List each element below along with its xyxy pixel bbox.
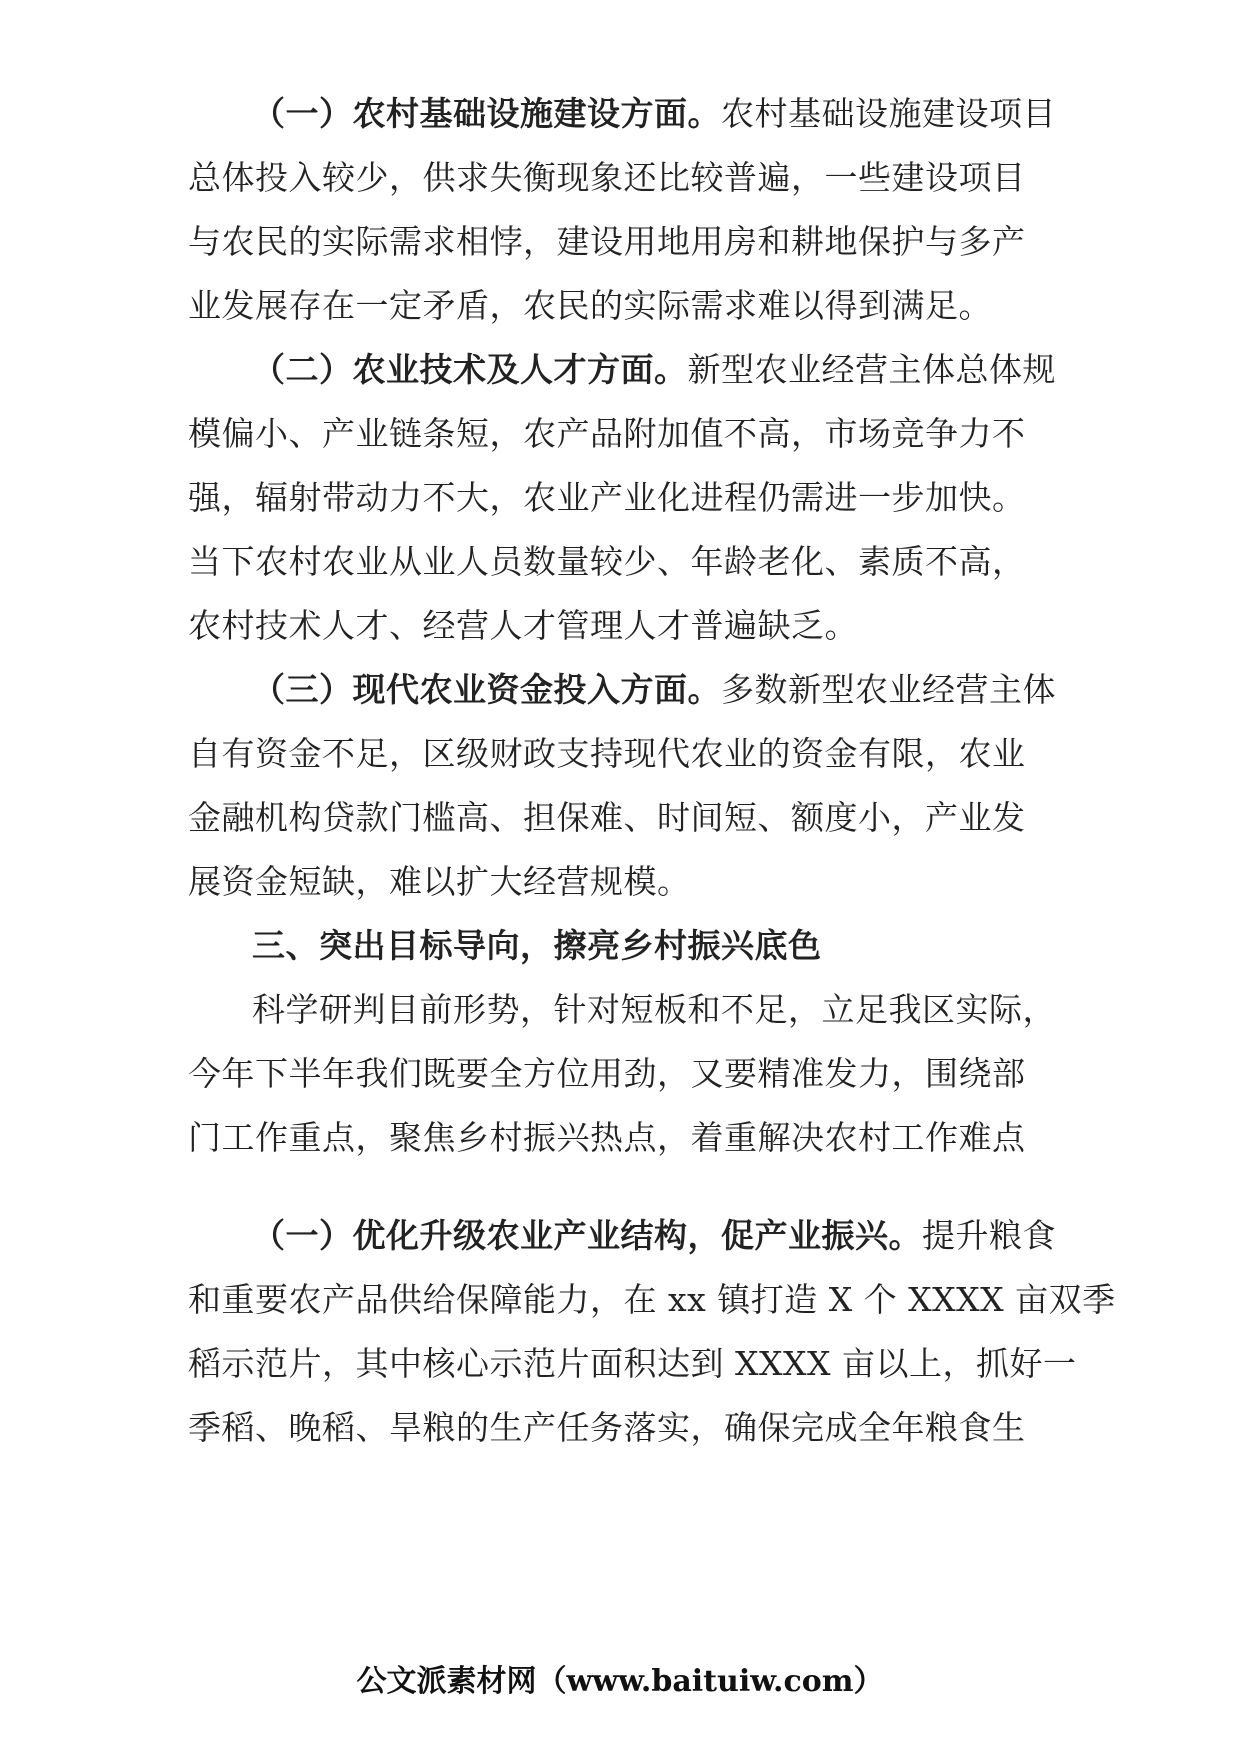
- paragraph-2-line-5: 农村技术人才、经营人才管理人才普遍缺乏。: [188, 606, 858, 645]
- chapter-heading: 三、突出目标导向，擦亮乡村振兴底色: [252, 926, 822, 965]
- paragraph-3-heading: （三）现代农业资金投入方面。: [252, 670, 721, 709]
- page-footer: 公文派素材网（www.baituiw.com）: [356, 1664, 884, 1699]
- paragraph-3-line-1: [252, 668, 1056, 712]
- paragraph-3-line-2: 自有资金不足，区级财政支持现代农业的资金有限，农业: [188, 734, 1026, 773]
- paragraph-3-line-3: 金融机构贷款门槛高、担保难、时间短、额度小，产业发: [188, 798, 1026, 837]
- paragraph-4-line-4: 季稻、晚稻、旱粮的生产任务落实，确保完成全年粮食生: [188, 1408, 1026, 1447]
- paragraph-2-heading: （二）农业技术及人才方面。: [252, 350, 688, 389]
- paragraph-4-text: 提升粮食: [922, 1216, 1056, 1255]
- paragraph-2-line-2: 模偏小、产业链条短，农产品附加值不高，市场竞争力不: [188, 414, 1026, 453]
- paragraph-1-line-3: 与农民的实际需求相悖，建设用地用房和耕地保护与多产: [188, 222, 1026, 261]
- paragraph-1-heading: （一）农村基础设施建设方面。: [252, 94, 721, 133]
- paragraph-1-line-4: 业发展存在一定矛盾，农民的实际需求难以得到满足。: [188, 286, 992, 325]
- paragraph-2-line-4: 当下农村农业从业人员数量较少、年龄老化、素质不高，: [188, 542, 1026, 581]
- paragraph-1-line-1: [252, 92, 1056, 136]
- paragraph-4-line-2: 和重要农产品供给保障能力，在 xx 镇打造 X 个 XXXX 亩双季: [188, 1280, 1116, 1319]
- paragraph-4-heading: （一）优化升级农业产业结构，促产业振兴。: [252, 1216, 922, 1255]
- paragraph-4-line-3: 稻示范片，其中核心示范片面积达到 XXXX 亩以上，抓好一: [188, 1344, 1077, 1383]
- paragraph-3-line-4: 展资金短缺，难以扩大经营规模。: [188, 862, 691, 901]
- paragraph-1-line-2: 总体投入较少，供求失衡现象还比较普遍，一些建设项目: [188, 158, 1026, 197]
- intro-line-3: 门工作重点，聚焦乡村振兴热点，着重解决农村工作难点: [188, 1118, 1026, 1157]
- intro-line-1: 科学研判目前形势，针对短板和不足，立足我区实际，: [252, 990, 1056, 1029]
- paragraph-3-text: 多数新型农业经营主体: [721, 670, 1056, 709]
- paragraph-2-line-3: 强，辐射带动力不大，农业产业化进程仍需进一步加快。: [188, 478, 1026, 517]
- paragraph-2-line-1: [252, 348, 1056, 392]
- intro-line-2: 今年下半年我们既要全方位用劲，又要精准发力，围绕部: [188, 1054, 1026, 1093]
- paragraph-4-line-1: [252, 1214, 1056, 1258]
- paragraph-1-text: 农村基础设施建设项目: [721, 94, 1056, 133]
- paragraph-2-text: 新型农业经营主体总体规: [687, 350, 1056, 389]
